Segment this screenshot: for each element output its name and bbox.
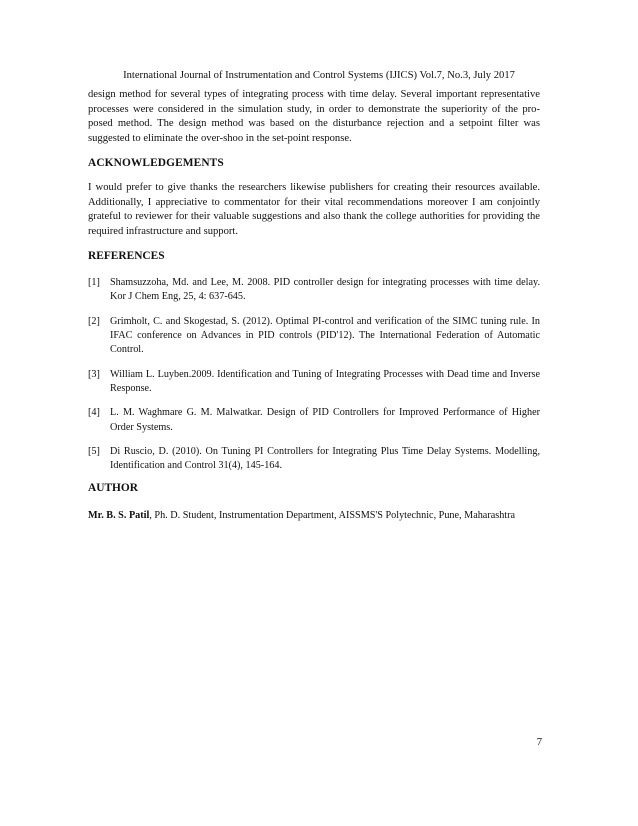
reference-item xyxy=(88,445,540,474)
acknowledgements-text: I would prefer to give thanks the researchers likewise publishers for creating their resources available. Additionally, I appreciative to commentator for their vital recommendations moreover I am conjointly grateful to reviewer for their valuable suggestions and also thank the college authorities for providing the required infrastructure and support. xyxy=(88,182,540,237)
page-number: 7 xyxy=(536,737,542,748)
reference-text: Di Ruscio, D. (2010). On Tuning PI Controllers for Integrating Plus Time Delay Systems. Modelling, Identification and Control 31(4), 145-164. xyxy=(110,445,540,472)
reference-number: [1] xyxy=(88,277,100,288)
reference-text: William L. Luyben.2009. Identification and Tuning of Integrating Processes with Dead time and Inverse Response. xyxy=(110,368,540,395)
acknowledgements-heading: ACKNOWLEDGEMENTS xyxy=(88,157,224,169)
reference-text: Shamsuzzoha, Md. and Lee, M. 2008. PID controller design for integrating processes with time delay. Kor J Chem Eng, 25, 4: 637-645. xyxy=(110,277,540,303)
running-header: International Journal of Instrumentation and Control Systems (IJICS) Vol.7, No.3, July 2017 xyxy=(123,70,515,81)
reference-number: [2] xyxy=(88,315,100,327)
reference-item xyxy=(88,406,540,435)
reference-number: [5] xyxy=(88,445,100,457)
references-heading: REFERENCES xyxy=(88,250,165,262)
references-list xyxy=(88,276,540,483)
reference-text: Grimholt, C. and Skogestad, S. (2012). Optimal PI-control and verification of the SIMC tuning rule. In IFAC conference on Advances in PID controls (PID'12). The International Federation of Automatic Control. xyxy=(110,315,540,356)
reference-number: [3] xyxy=(88,368,100,380)
reference-item xyxy=(88,276,540,305)
reference-number: [4] xyxy=(88,407,100,419)
intro-paragraph: design method for several types of integrating process with time delay. Several important representative processes were considered in the simulation study, in order to demonstrate the superiority of the pro- posed method. The design method was based on the disturbance rejection and a setpoint filter was suggested to eliminate the over-shoo in the set-point response. xyxy=(88,89,540,144)
author-name: Mr. B. S. Patil xyxy=(88,510,150,521)
reference-item xyxy=(88,315,540,358)
reference-item xyxy=(88,368,540,397)
author-line xyxy=(88,509,548,523)
author-heading: AUTHOR xyxy=(88,482,138,494)
author-details: , Ph. D. Student, Instrumentation Department, AISSMS'S Polytechnic, Pune, Maharashtra xyxy=(149,510,516,521)
reference-text: L. M. Waghmare G. M. Malwatkar. Design of PID Controllers for Improved Performance of Higher Order Systems. xyxy=(110,407,540,433)
